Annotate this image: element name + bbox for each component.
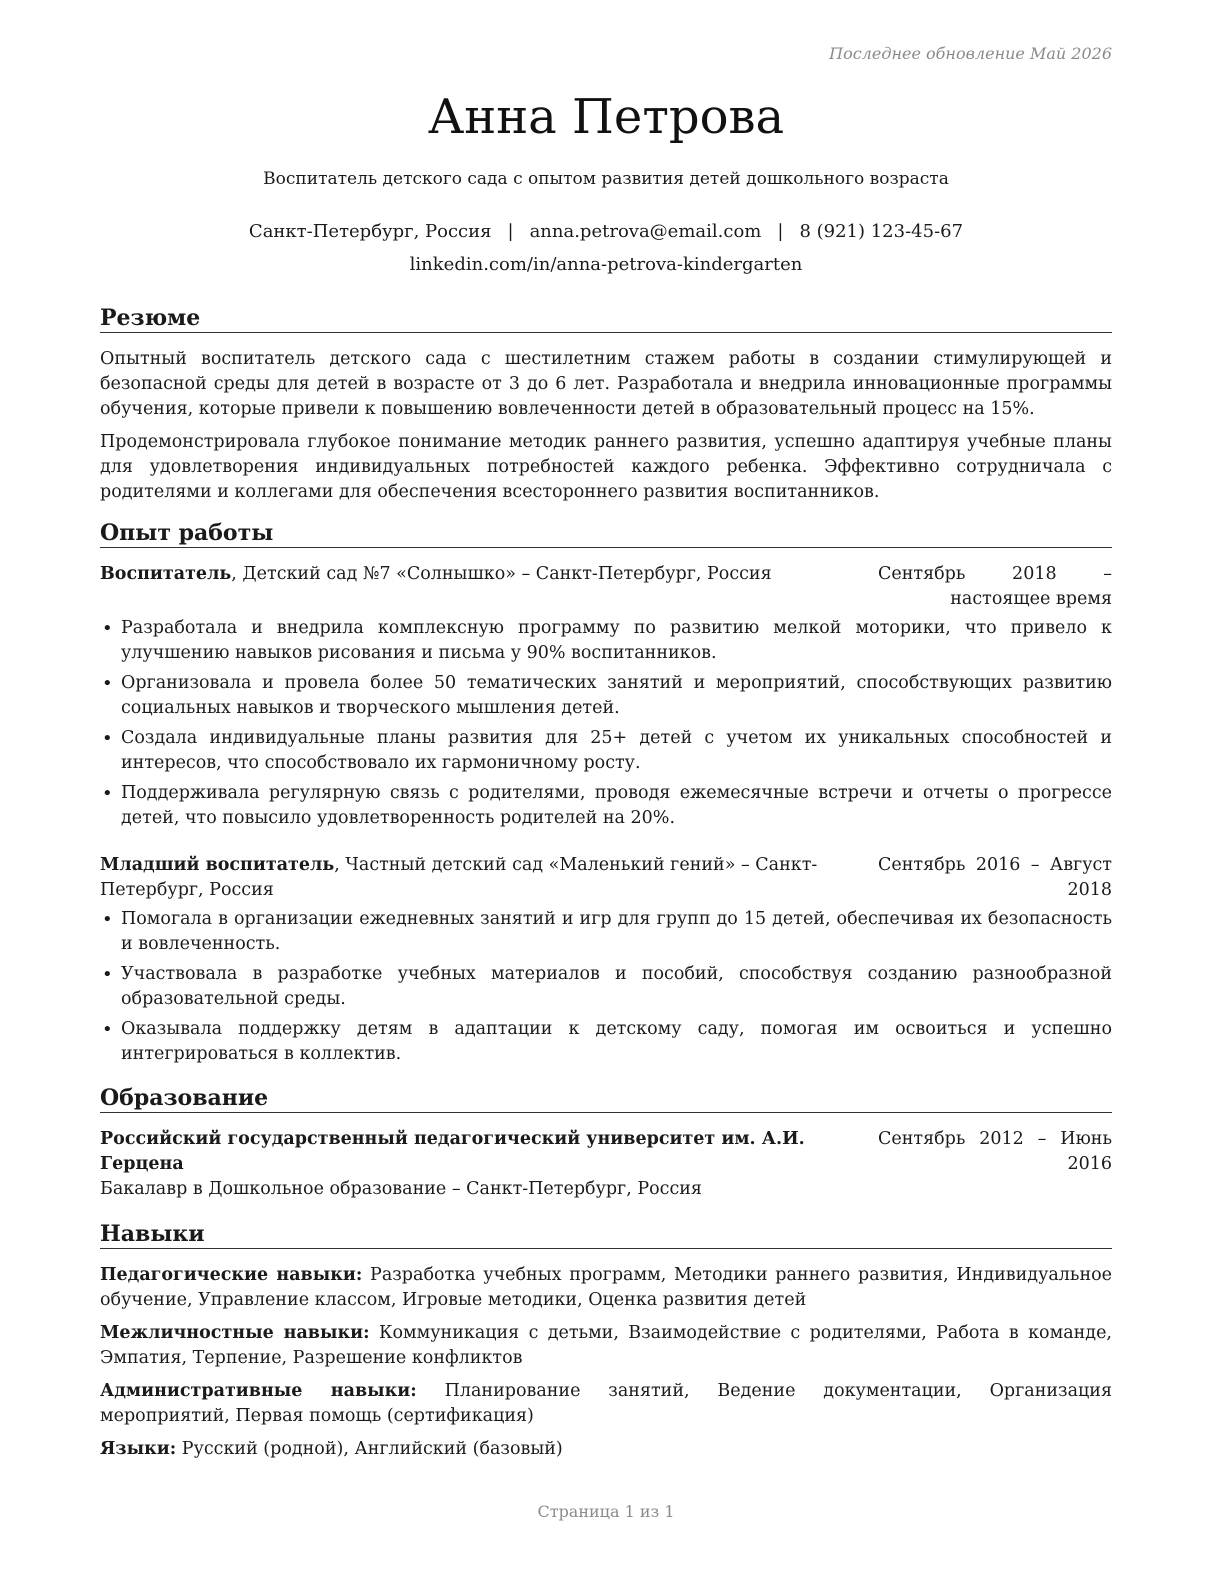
list-item: • Разработала и внедрила комплексную программу по развитию мелкой моторики, что привело к улучшению навыков рисования и письма у 90% воспитанников.: [100, 616, 1112, 666]
skill-group-label: Педагогические навыки:: [100, 1265, 363, 1285]
skill-group-label: Языки:: [100, 1439, 177, 1459]
contact-phone: 8 (921) 123-45-67: [799, 221, 964, 242]
job-header: [100, 562, 1112, 612]
job-title-line: [100, 562, 878, 587]
section-title-skills: Навыки: [100, 1220, 1112, 1249]
list-item: • Поддерживала регулярную связь с родителями, проводя ежемесячные встречи и отчеты о прогрессе детей, что повысило удовлетворенность родителей на 20%.: [100, 781, 1112, 831]
page-number: Страница 1 из 1: [537, 1502, 675, 1521]
skill-group: [100, 1379, 1112, 1429]
education-entry: [100, 1127, 1112, 1202]
job-dates: Сентябрь 2018 – настоящее время: [878, 564, 1112, 609]
job-bullets: [100, 907, 1112, 1067]
contact-email[interactable]: anna.petrova@email.com: [529, 221, 762, 242]
job-role: Воспитатель: [100, 564, 232, 584]
skill-group: [100, 1263, 1112, 1313]
candidate-tagline: Воспитатель детского сада с опытом развития детей дошкольного возраста: [263, 169, 949, 189]
contact-location: Санкт-Петербург, Россия: [248, 221, 492, 242]
skill-group-label: Административные навыки:: [100, 1381, 417, 1401]
resume-page: [100, 0, 1112, 1584]
skill-group: [100, 1437, 1112, 1462]
contact-linkedin[interactable]: linkedin.com/in/anna-petrova-kindergarten: [409, 254, 803, 275]
list-item: • Оказывала поддержку детям в адаптации к детскому саду, помогая им освоиться и успешно интегрироваться в коллектив.: [100, 1017, 1112, 1067]
summary-paragraph: Опытный воспитатель детского сада с шестилетним стажем работы в создании стимулирующей и безопасной среды для детей в возрасте от 3 до 6 лет. Разработала и внедрила инновационные программы обучения, которые привели к повышению вовлеченности детей в образовательный процесс на 15%.: [100, 349, 1112, 419]
skill-group-text: Коммуникация с детьми, Взаимодействие с родителями, Работа в команде, Эмпатия, Терпение, Разрешение конфликтов: [100, 1323, 1112, 1368]
contact-line: [100, 220, 1112, 244]
list-item: • Создала индивидуальные планы развития для 25+ детей с учетом их уникальных способностей и интересов, что способствовало их гармоничному росту.: [100, 726, 1112, 776]
list-item: • Помогала в организации ежедневных занятий и игр для групп до 15 детей, обеспечивая их безопасность и вовлеченность.: [100, 907, 1112, 957]
job-bullets: [100, 616, 1112, 831]
job-dates: Сентябрь 2016 – Август 2018: [878, 855, 1112, 900]
section-title-experience: Опыт работы: [100, 519, 1112, 548]
last-updated: Последнее обновление Май 2026: [829, 44, 1112, 63]
skill-group-label: Межличностные навыки:: [100, 1323, 370, 1343]
job-role: Младший воспитатель: [100, 855, 335, 875]
skill-group-text: Русский (родной), Английский (базовый): [176, 1439, 563, 1459]
resume-content: [100, 304, 1112, 1470]
list-item: • Организовала и провела более 50 тематических занятий и мероприятий, способствующих развитию социальных навыков и творческого мышления детей.: [100, 671, 1112, 721]
skill-group-text: Планирование занятий, Ведение документации, Организация мероприятий, Первая помощь (сертификация): [100, 1381, 1112, 1426]
job-header: [100, 853, 1112, 903]
section-title-summary: Резюме: [100, 304, 1112, 333]
section-title-education: Образование: [100, 1084, 1112, 1113]
education-degree: Бакалавр в Дошкольное образование – Санкт-Петербург, Россия: [100, 1179, 702, 1199]
skill-group: [100, 1321, 1112, 1371]
job-organization: , Детский сад №7 «Солнышко» – Санкт-Петербург, Россия: [231, 564, 772, 584]
summary-paragraph: Продемонстрировала глубокое понимание методик раннего развития, успешно адаптируя учебные планы для удовлетворения индивидуальных потребностей каждого ребенка. Эффективно сотрудничала с родителями и коллегами для обеспечения всестороннего развития воспитанников.: [100, 432, 1112, 502]
education-dates: Сентябрь 2012 – Июнь 2016: [878, 1129, 1112, 1174]
job-organization: , Частный детский сад «Маленький гений» – Санкт-Петербург, Россия: [100, 855, 818, 900]
contact-separator: |: [507, 221, 514, 242]
contact-separator: |: [777, 221, 784, 242]
skill-group-text: Разработка учебных программ, Методики раннего развития, Индивидуальное обучение, Управление классом, Игровые методики, Оценка развития детей: [100, 1265, 1112, 1310]
job-title-line: [100, 853, 878, 903]
education-school: Российский государственный педагогический университет им. А.И. Герцена: [100, 1129, 805, 1174]
list-item: • Участвовала в разработке учебных материалов и пособий, способствуя созданию разнообразной образовательной среды.: [100, 962, 1112, 1012]
candidate-name: Анна Петрова: [427, 89, 785, 145]
